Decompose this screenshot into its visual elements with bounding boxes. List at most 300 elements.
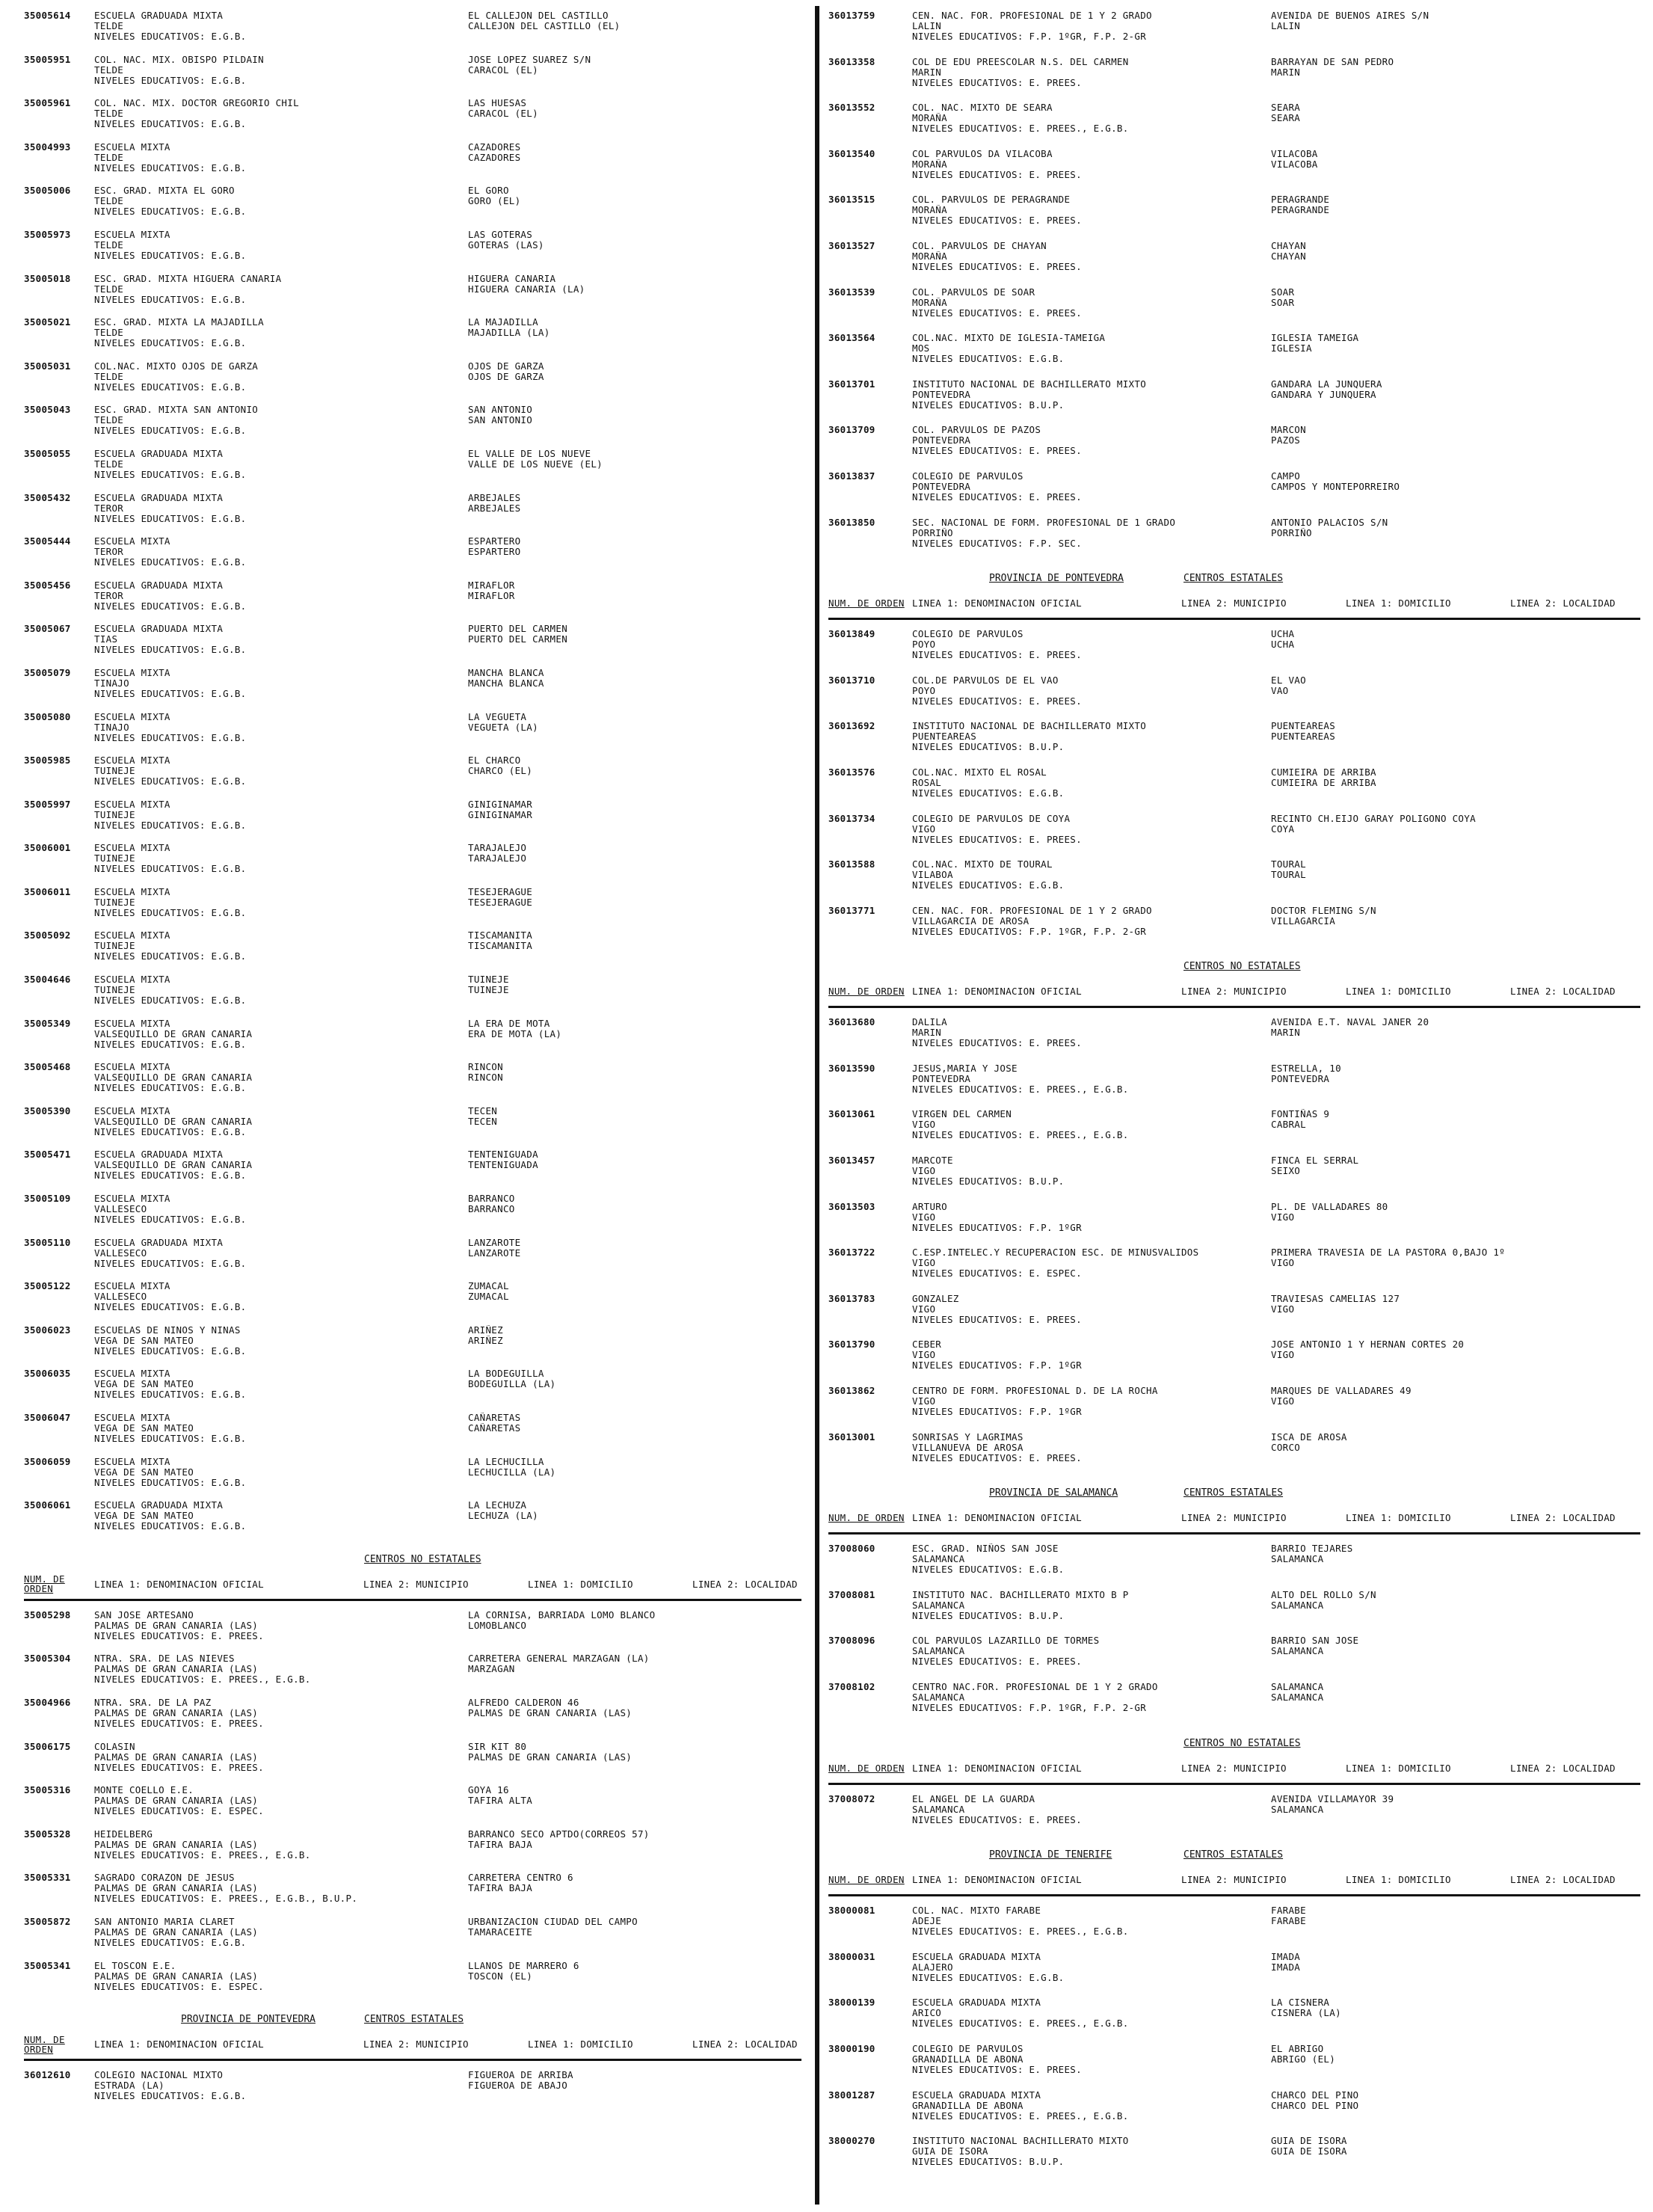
entry-name: COL PARVULOS DA VILACOBA xyxy=(912,148,1053,159)
entry-name: EL ANGEL DE LA GUARDA xyxy=(912,1793,1035,1804)
list-item xyxy=(828,1063,1640,1110)
entry-localidad: SALAMANCA xyxy=(1271,1692,1324,1703)
entry-niveles: NIVELES EDUCATIVOS: E. PREES. xyxy=(912,77,1082,88)
list-item xyxy=(24,1193,801,1238)
entry-code: 35005092 xyxy=(24,930,71,941)
entry-address xyxy=(1271,194,1640,241)
entry-name: ESCUELA MIXTA xyxy=(94,711,170,722)
entry-name: ARTURO xyxy=(912,1201,947,1212)
entry-code: 35006061 xyxy=(24,1499,71,1511)
entry-name: CENTRO DE FORM. PROFESIONAL D. DE LA ROCHA xyxy=(912,1386,1158,1397)
entry-niveles: NIVELES EDUCATIVOS: E.G.B. xyxy=(912,880,1065,891)
entry-domicilio: UCHA xyxy=(1271,629,1295,640)
entry-details xyxy=(912,721,1271,767)
entry-localidad: OJOS DE GARZA xyxy=(468,371,544,382)
list-item xyxy=(828,1386,1640,1432)
entry-code: 35006011 xyxy=(24,885,71,897)
entry-details xyxy=(912,859,1271,906)
entry-address xyxy=(468,1653,801,1698)
entry-details xyxy=(94,712,468,756)
entry-municipio: PONTEVEDRA xyxy=(912,1073,971,1084)
entry-name: COLEGIO DE PARVULOS xyxy=(912,629,1023,640)
entry-localidad: CABRAL xyxy=(1271,1119,1306,1131)
entry-niveles: NIVELES EDUCATIVOS: E. PREES. xyxy=(912,650,1082,661)
entry-municipio: TUINEJE xyxy=(94,766,135,777)
entry-localidad: PORRIÑO xyxy=(1271,527,1312,538)
entry-name: ESCUELA MIXTA xyxy=(94,1456,170,1467)
entry-name: ESCUELA MIXTA xyxy=(94,755,170,766)
header-localidad: LINEA 2: LOCALIDAD xyxy=(692,2039,798,2050)
entry-address xyxy=(468,317,801,361)
entry-name: COL. NAC. MIX. OBISPO PILDAIN xyxy=(94,54,264,65)
entry-code: 35005018 xyxy=(24,272,71,284)
entry-address xyxy=(1271,1432,1640,1478)
entry-localidad: IGLESIA xyxy=(1271,343,1312,354)
entry-niveles: NIVELES EDUCATIVOS: E.G.B. xyxy=(94,513,247,524)
entry-code: 36013692 xyxy=(828,720,875,732)
entry-name: COL. PARVULOS DE PAZOS xyxy=(912,425,1041,436)
section-header xyxy=(24,1544,801,1570)
list-item xyxy=(828,1590,1640,1636)
entry-localidad: MIRAFLOR xyxy=(468,590,515,601)
entry-municipio: PALMAS DE GRAN CANARIA (LAS) xyxy=(94,1883,259,1894)
entry-niveles: NIVELES EDUCATIVOS: E. PREES. xyxy=(912,446,1082,457)
list-item xyxy=(24,887,801,931)
entry-niveles: NIVELES EDUCATIVOS: E.G.B. xyxy=(94,1937,247,1948)
list-item xyxy=(24,98,801,142)
entry-localidad: CARACOL (EL) xyxy=(468,108,538,120)
entry-municipio: VEGA DE SAN MATEO xyxy=(94,1335,194,1346)
entry-localidad: VAO xyxy=(1271,685,1289,696)
entry-address xyxy=(1271,1294,1640,1340)
entry-address xyxy=(1271,2090,1640,2136)
entry-municipio: MARIN xyxy=(912,1027,942,1039)
entry-address xyxy=(468,1961,801,2005)
entry-details xyxy=(94,230,468,274)
entry-domicilio: LA CISNERA xyxy=(1271,1997,1330,2009)
entry-code: 35006175 xyxy=(24,1740,71,1752)
entry-municipio: VALSEQUILLO DE GRAN CANARIA xyxy=(94,1072,253,1084)
list-item xyxy=(24,1238,801,1282)
entry-code: 35005298 xyxy=(24,1609,71,1620)
entry-name: ESCUELA MIXTA xyxy=(94,1105,170,1116)
section-header xyxy=(828,951,1640,977)
entry-details xyxy=(94,98,468,142)
entry-localidad: GUIA DE ISORA xyxy=(1271,2146,1347,2157)
entry-domicilio: LAS GOTERAS xyxy=(468,229,533,240)
entry-address xyxy=(468,493,801,537)
entry-localidad: IMADA xyxy=(1271,1961,1301,1973)
list-item xyxy=(828,1247,1640,1294)
entry-localidad: BARRANCO xyxy=(468,1204,515,1215)
entry-code: 36013590 xyxy=(828,1062,875,1074)
list-item xyxy=(828,629,1640,675)
entry-name: COL.NAC. MIXTO DE TOURAL xyxy=(912,859,1053,870)
entry-niveles: NIVELES EDUCATIVOS: E. PREES., E.G.B. xyxy=(912,123,1129,135)
entry-niveles: NIVELES EDUCATIVOS: E.G.B. xyxy=(912,354,1065,365)
entry-localidad: TUINEJE xyxy=(468,985,509,996)
header-municipio: LINEA 2: MUNICIPIO xyxy=(1181,597,1287,609)
entry-address xyxy=(468,230,801,274)
entry-address xyxy=(1271,1017,1640,1063)
entry-name: ESC. GRAD. MIXTA SAN ANTONIO xyxy=(94,405,259,416)
entry-name: COL.NAC. MIXTO OJOS DE GARZA xyxy=(94,360,259,372)
entry-localidad: FARABE xyxy=(1271,1916,1306,1927)
list-item xyxy=(24,843,801,887)
entry-code: 38000031 xyxy=(828,1950,875,1962)
header-denominacion: LINEA 1: DENOMINACION OFICIAL xyxy=(912,1512,1082,1524)
entry-niveles: NIVELES EDUCATIVOS: B.U.P. xyxy=(912,2157,1065,2168)
entry-address xyxy=(1271,1682,1640,1728)
list-item xyxy=(24,536,801,580)
column-header-row xyxy=(24,2030,801,2061)
list-item xyxy=(24,2070,801,2114)
entry-niveles: NIVELES EDUCATIVOS: E.G.B. xyxy=(94,557,247,568)
list-item xyxy=(24,55,801,99)
entry-name: ESCUELA MIXTA xyxy=(94,229,170,240)
entry-address xyxy=(1271,1952,1640,1998)
list-item xyxy=(24,1500,801,1544)
entry-municipio: VIGO xyxy=(912,823,936,835)
entry-code: 35005079 xyxy=(24,666,71,678)
list-item xyxy=(24,1872,801,1917)
entry-details xyxy=(912,1590,1271,1636)
entry-niveles: NIVELES EDUCATIVOS: E. PREES. xyxy=(912,261,1082,272)
entry-details xyxy=(912,1155,1271,1202)
entry-address xyxy=(1271,1202,1640,1248)
entry-code: 35005055 xyxy=(24,447,71,459)
entry-domicilio: EL VAO xyxy=(1271,675,1306,686)
entry-domicilio: PL. DE VALLADARES 80 xyxy=(1271,1201,1388,1212)
entry-details xyxy=(94,142,468,186)
entry-localidad: TAFIRA BAJA xyxy=(468,1883,533,1894)
entry-code: 36013540 xyxy=(828,147,875,159)
entry-domicilio: CUMIEIRA DE ARRIBA xyxy=(1271,766,1376,778)
entry-address xyxy=(1271,1635,1640,1682)
header-localidad: LINEA 2: LOCALIDAD xyxy=(1510,597,1616,609)
entry-municipio: TUINEJE xyxy=(94,853,135,864)
entry-address xyxy=(468,1149,801,1193)
entry-domicilio: ESTRELLA, 10 xyxy=(1271,1063,1341,1074)
entry-details xyxy=(94,1829,468,1873)
list-item xyxy=(828,1432,1640,1478)
entry-code: 36013722 xyxy=(828,1247,875,1259)
entry-municipio: TELDE xyxy=(94,328,124,339)
entry-details xyxy=(912,1997,1271,2044)
entry-niveles: NIVELES EDUCATIVOS: E. PREES., E.G.B. xyxy=(912,1130,1129,1141)
entry-address xyxy=(1271,57,1640,103)
entry-domicilio: ANTONIO PALACIOS S/N xyxy=(1271,517,1388,528)
header-domicilio: LINEA 1: DOMICILIO xyxy=(1346,1874,1451,1886)
list-item xyxy=(828,675,1640,722)
entry-details xyxy=(912,1952,1271,1998)
entry-localidad: CHAYAN xyxy=(1271,251,1306,262)
entry-municipio: MORAÑA xyxy=(912,159,947,170)
entry-details xyxy=(912,629,1271,675)
entry-localidad: TOURAL xyxy=(1271,870,1306,881)
entry-domicilio: PUERTO DEL CARMEN xyxy=(468,624,568,635)
entry-details xyxy=(94,580,468,624)
entry-niveles: NIVELES EDUCATIVOS: E.G.B. xyxy=(94,1126,247,1137)
entry-domicilio: LA BODEGUILLA xyxy=(468,1368,544,1380)
entry-municipio: PUENTEAREAS xyxy=(912,731,977,743)
entry-details xyxy=(94,624,468,668)
entry-name: ESCUELA GRADUADA MIXTA xyxy=(94,492,224,503)
entry-niveles: NIVELES EDUCATIVOS: F.P. 1ºGR xyxy=(912,1407,1082,1418)
entry-localidad: VIGO xyxy=(1271,1258,1295,1269)
header-orden: NUM. DE ORDEN xyxy=(828,1762,905,1774)
entry-localidad: LECHUCILLA (LA) xyxy=(468,1466,556,1478)
entry-domicilio: EL CALLEJON DEL CASTILLO xyxy=(468,10,609,21)
entry-domicilio: LA MAJADILLA xyxy=(468,317,538,328)
entry-domicilio: TUINEJE xyxy=(468,974,509,986)
entry-domicilio: VILACOBA xyxy=(1271,148,1318,159)
entry-code: 36013515 xyxy=(828,194,875,206)
entry-address xyxy=(468,1872,801,1917)
entry-name: COLEGIO DE PARVULOS DE COYA xyxy=(912,813,1071,824)
entry-details xyxy=(94,1413,468,1457)
entry-niveles: NIVELES EDUCATIVOS: E.G.B. xyxy=(94,206,247,218)
entry-niveles: NIVELES EDUCATIVOS: E.G.B. xyxy=(94,119,247,130)
section-province: PROVINCIA DE PONTEVEDRA xyxy=(181,2014,316,2026)
entry-niveles: NIVELES EDUCATIVOS: F.P. 1ºGR, F.P. 2-GR xyxy=(912,926,1147,937)
column-header-row xyxy=(828,1754,1640,1785)
entry-code: 35005985 xyxy=(24,755,71,766)
entry-niveles: NIVELES EDUCATIVOS: E.G.B. xyxy=(94,1039,247,1050)
entry-localidad: CAMPOS Y MONTEPORREIRO xyxy=(1271,481,1400,492)
entry-domicilio: ALFREDO CALDERON 46 xyxy=(468,1697,579,1708)
entry-domicilio: CAMPO xyxy=(1271,470,1301,482)
entry-municipio: VEGA DE SAN MATEO xyxy=(94,1379,194,1390)
entry-niveles: NIVELES EDUCATIVOS: F.P. 1ºGR xyxy=(912,1360,1082,1371)
list-item xyxy=(24,1019,801,1063)
entry-address xyxy=(1271,1155,1640,1202)
entry-details xyxy=(912,1432,1271,1478)
entry-details xyxy=(912,1247,1271,1294)
entry-address xyxy=(468,185,801,230)
right-column xyxy=(828,10,1640,2182)
list-item xyxy=(828,425,1640,471)
entry-code: 36013001 xyxy=(828,1431,875,1443)
entry-municipio: ESTRADA (LA) xyxy=(94,2080,164,2092)
entry-localidad: VILLAGARCIA xyxy=(1271,915,1336,927)
entry-localidad: VEGUETA (LA) xyxy=(468,722,538,733)
entry-municipio: VIGO xyxy=(912,1119,936,1131)
entry-address xyxy=(1271,1339,1640,1386)
entry-name: ESC. GRAD. NIÑOS SAN JOSE xyxy=(912,1543,1059,1555)
entry-name: ESCUELA GRADUADA MIXTA xyxy=(94,10,224,21)
entry-code: 35005067 xyxy=(24,623,71,635)
entry-details xyxy=(94,1742,468,1786)
entry-name: NTRA. SRA. DE LA PAZ xyxy=(94,1697,212,1708)
list-item xyxy=(24,10,801,55)
entry-domicilio: SAN ANTONIO xyxy=(468,405,533,416)
entry-domicilio: CAÑARETAS xyxy=(468,1413,521,1423)
entry-code: 35005080 xyxy=(24,710,71,722)
entry-municipio: TUINEJE xyxy=(94,897,135,908)
header-domicilio: LINEA 1: DOMICILIO xyxy=(1346,986,1451,998)
entry-niveles: NIVELES EDUCATIVOS: E. PREES. xyxy=(94,1630,264,1641)
entry-domicilio: SOAR xyxy=(1271,286,1295,298)
entry-details xyxy=(94,1062,468,1106)
entry-domicilio: IGLESIA TAMEIGA xyxy=(1271,333,1359,344)
entry-address xyxy=(468,2070,801,2114)
entry-address xyxy=(468,1368,801,1413)
entry-address xyxy=(468,1829,801,1873)
entry-municipio: GUIA DE ISORA xyxy=(912,2146,988,2157)
entry-municipio: MORAÑA xyxy=(912,113,947,124)
entry-niveles: NIVELES EDUCATIVOS: E.G.B. xyxy=(94,688,247,699)
list-item xyxy=(828,1952,1640,1998)
header-denominacion: LINEA 1: DENOMINACION OFICIAL xyxy=(912,986,1082,998)
entry-address xyxy=(468,1325,801,1369)
entry-name: SAN JOSE ARTESANO xyxy=(94,1609,194,1620)
entry-details xyxy=(912,1386,1271,1432)
list-item xyxy=(24,1653,801,1698)
entry-address xyxy=(1271,2044,1640,2090)
entry-niveles: NIVELES EDUCATIVOS: E.G.B. xyxy=(94,1302,247,1313)
entry-code: 36013790 xyxy=(828,1339,875,1351)
entry-address xyxy=(468,1500,801,1544)
entry-details xyxy=(94,1785,468,1829)
entry-details xyxy=(912,517,1271,564)
entry-code: 35005997 xyxy=(24,798,71,810)
entry-address xyxy=(1271,517,1640,564)
entry-code: 35005122 xyxy=(24,1280,71,1292)
entry-details xyxy=(94,1500,468,1544)
entry-code: 35005468 xyxy=(24,1061,71,1073)
right-entries-block xyxy=(828,629,1640,951)
entry-niveles: NIVELES EDUCATIVOS: B.U.P. xyxy=(912,399,1065,411)
entry-localidad: ERA DE MOTA (LA) xyxy=(468,1028,562,1039)
entry-municipio: TEROR xyxy=(94,503,124,514)
left-entries-block xyxy=(24,10,801,1544)
entry-details xyxy=(94,2070,468,2114)
entry-name: VIRGEN DEL CARMEN xyxy=(912,1109,1012,1120)
entry-niveles: NIVELES EDUCATIVOS: F.P. 1ºGR xyxy=(912,1222,1082,1233)
list-item xyxy=(828,1017,1640,1063)
entry-code: 36013710 xyxy=(828,674,875,686)
header-municipio: LINEA 2: MUNICIPIO xyxy=(1181,1874,1287,1886)
entry-code: 35005961 xyxy=(24,97,71,109)
entry-name: C.ESP.INTELEC.Y RECUPERACION ESC. DE MINUSVALIDOS xyxy=(912,1247,1199,1259)
entry-details xyxy=(912,471,1271,517)
entry-code: 35005456 xyxy=(24,579,71,591)
list-item xyxy=(24,1149,801,1193)
entry-niveles: NIVELES EDUCATIVOS: E.G.B. xyxy=(94,1521,247,1532)
entry-address xyxy=(1271,102,1640,149)
entry-name: COL. PARVULOS DE CHAYAN xyxy=(912,240,1047,251)
entry-name: ESCUELA GRADUADA MIXTA xyxy=(94,1149,224,1161)
entry-localidad: UCHA xyxy=(1271,639,1295,651)
list-item xyxy=(24,317,801,361)
entry-details xyxy=(94,536,468,580)
entry-details xyxy=(94,274,468,318)
entry-name: COL.DE PARVULOS DE EL VAO xyxy=(912,675,1059,686)
entry-code: 35005110 xyxy=(24,1236,71,1248)
entry-name: ESCUELA MIXTA xyxy=(94,974,170,986)
entry-details xyxy=(94,55,468,99)
entry-municipio: VIGO xyxy=(912,1166,936,1177)
entry-niveles: NIVELES EDUCATIVOS: F.P. 1ºGR, F.P. 2-GR xyxy=(912,1703,1147,1713)
entry-name: COLEGIO NACIONAL MIXTO xyxy=(94,2070,224,2081)
entry-niveles: NIVELES EDUCATIVOS: E.G.B. xyxy=(94,1214,247,1226)
list-item xyxy=(828,102,1640,149)
entry-niveles: NIVELES EDUCATIVOS: E. PREES., E.G.B., B.U.P. xyxy=(94,1893,358,1905)
entry-address xyxy=(468,142,801,186)
entry-name: COLASIN xyxy=(94,1741,135,1752)
entry-municipio: PALMAS DE GRAN CANARIA (LAS) xyxy=(94,1839,259,1850)
entry-domicilio: GOYA 16 xyxy=(468,1785,509,1796)
header-orden: NUM. DE ORDEN xyxy=(24,1573,65,1595)
entry-details xyxy=(912,1202,1271,1248)
entry-address xyxy=(1271,814,1640,860)
list-item xyxy=(24,755,801,799)
entry-domicilio: GUIA DE ISORA xyxy=(1271,2136,1347,2147)
entry-address xyxy=(1271,241,1640,287)
entry-code: 36013862 xyxy=(828,1385,875,1397)
entry-code: 35005328 xyxy=(24,1828,71,1840)
entry-niveles: NIVELES EDUCATIVOS: E. PREES. xyxy=(912,215,1082,227)
entry-localidad: GORO (EL) xyxy=(468,196,521,207)
entry-municipio: TUINEJE xyxy=(94,809,135,820)
entry-domicilio: MARCON xyxy=(1271,425,1306,436)
entry-niveles: NIVELES EDUCATIVOS: E.G.B. xyxy=(94,864,247,875)
entry-details xyxy=(912,1109,1271,1155)
entry-municipio: TEROR xyxy=(94,547,124,558)
list-item xyxy=(828,1109,1640,1155)
entry-niveles: NIVELES EDUCATIVOS: E. ESPEC. xyxy=(94,1806,264,1817)
entry-details xyxy=(94,1610,468,1654)
list-item xyxy=(24,405,801,449)
entry-address xyxy=(1271,149,1640,195)
entry-address xyxy=(468,1106,801,1150)
entry-localidad: ARIÑEZ xyxy=(468,1335,503,1346)
column-header-row xyxy=(828,1865,1640,1896)
entry-name: ESCUELA MIXTA xyxy=(94,1368,170,1380)
entry-domicilio: ISCA DE AROSA xyxy=(1271,1431,1347,1443)
entry-details xyxy=(94,668,468,712)
entry-niveles: NIVELES EDUCATIVOS: E. PREES., E.G.B. xyxy=(912,1084,1129,1095)
entry-name: ESCUELA MIXTA xyxy=(94,1281,170,1292)
entry-localidad: TENTENIGUADA xyxy=(468,1160,538,1171)
entry-niveles: NIVELES EDUCATIVOS: E. PREES. xyxy=(912,1814,1082,1825)
list-item xyxy=(24,1457,801,1501)
entry-municipio: VIGO xyxy=(912,1396,936,1407)
entry-address xyxy=(1271,859,1640,906)
entry-localidad: PUENTEAREAS xyxy=(1271,731,1336,743)
entry-municipio: LALIN xyxy=(912,21,942,31)
entry-municipio: ROSAL xyxy=(912,777,942,788)
entry-municipio: PALMAS DE GRAN CANARIA (LAS) xyxy=(94,1751,259,1763)
entry-details xyxy=(94,1872,468,1917)
entry-niveles: NIVELES EDUCATIVOS: E.G.B. xyxy=(94,995,247,1007)
entry-niveles: NIVELES EDUCATIVOS: E. ESPEC. xyxy=(912,1268,1082,1279)
list-item xyxy=(828,471,1640,517)
entry-municipio: PALMAS DE GRAN CANARIA (LAS) xyxy=(94,1926,259,1938)
entry-address xyxy=(468,55,801,99)
entry-niveles: NIVELES EDUCATIVOS: E.G.B. xyxy=(94,2091,247,2102)
entry-municipio: VEGA DE SAN MATEO xyxy=(94,1423,194,1434)
entry-code: 35005331 xyxy=(24,1872,71,1884)
entry-niveles: NIVELES EDUCATIVOS: E.G.B. xyxy=(94,1434,247,1444)
entry-localidad: LANZAROTE xyxy=(468,1247,521,1259)
entry-name: ESCUELA MIXTA xyxy=(94,1018,170,1029)
entry-municipio: SALAMANCA xyxy=(912,1646,965,1657)
entry-niveles: NIVELES EDUCATIVOS: E. PREES., E.G.B. xyxy=(94,1674,311,1686)
entry-localidad: LECHUZA (LA) xyxy=(468,1511,538,1522)
entry-domicilio: TARAJALEJO xyxy=(468,843,527,854)
